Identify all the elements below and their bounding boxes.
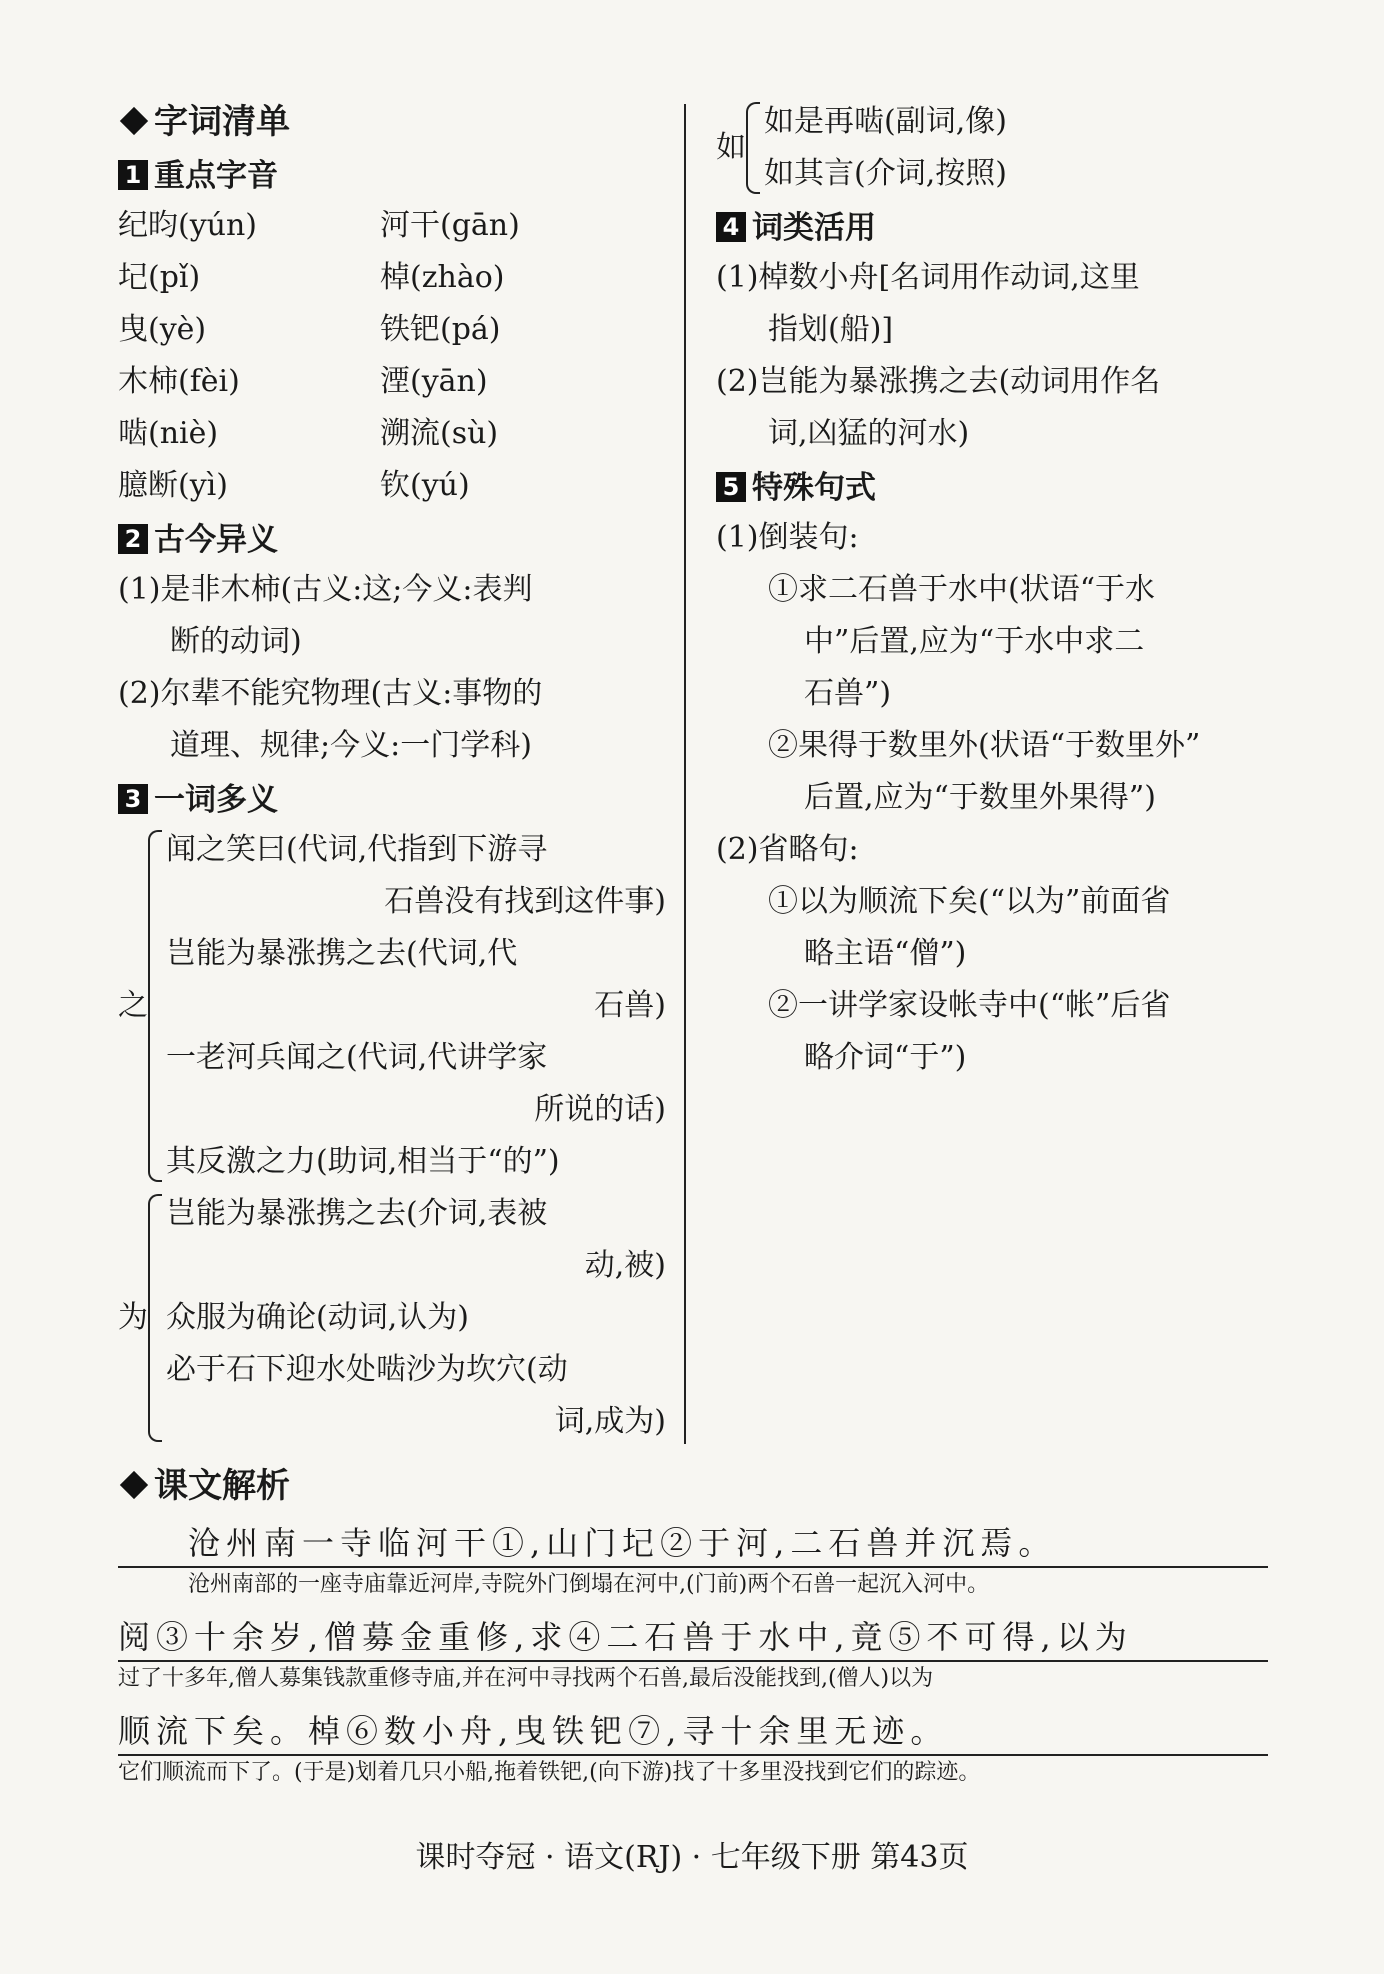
number-2-icon: 2 <box>118 524 148 554</box>
conversion-line: 指划(船)] <box>768 312 894 347</box>
number-3-icon: 3 <box>118 784 148 814</box>
text-analysis <box>118 1460 1268 1804</box>
number-4-icon: 4 <box>716 212 746 242</box>
sentence-line: ②果得于数里外(状语“于数里外” <box>768 728 1201 763</box>
ancient-line: (1)是非木柿(古义:这;今义:表判 <box>118 572 533 607</box>
polysemy-line: 众服为确论(动词,认为) <box>166 1300 469 1335</box>
brace-icon <box>746 102 760 194</box>
polysemy-key-ru: 如 <box>716 130 746 165</box>
polysemy-key-zhi: 之 <box>118 988 148 1023</box>
sentence-line: ②一讲学家设帐寺中(“帐”后省 <box>768 988 1171 1023</box>
translation-line: 过了十多年,僧人募集钱款重修寺庙,并在河中寻找两个石兽,最后没能找到,(僧人)以为 <box>118 1666 934 1691</box>
sentence-line: 中”后置,应为“于水中求二 <box>804 624 1145 659</box>
pron-item: 圮(pǐ) <box>118 260 201 295</box>
polysemy-line: 闻之笑曰(代词,代指到下游寻 <box>166 832 548 867</box>
sentence-line: ①求二石兽于水中(状语“于水 <box>768 572 1156 607</box>
pron-item: 溯流(sù) <box>380 416 499 451</box>
subsection-polysemy: 3 一词多义 <box>118 776 678 824</box>
pron-item: 河干(gān) <box>380 208 520 243</box>
conversion-line: 词,凶猛的河水) <box>768 416 970 451</box>
pron-item: 曳(yè) <box>118 312 207 347</box>
polysemy-line: 如是再啮(副词,像) <box>764 104 1007 139</box>
subsection-conversion: 4 词类活用 <box>716 204 1276 252</box>
page-footer: 课时夺冠 · 语文(RJ) · 七年级下册 第43页 <box>415 1840 969 1875</box>
sentence-line: ①以为顺流下矣(“以为”前面省 <box>768 884 1171 919</box>
subsection-pronunciation: 1 重点字音 <box>118 152 678 200</box>
number-5-icon: 5 <box>716 472 746 502</box>
ancient-line: 道理、规律;今义:一门学科) <box>170 728 532 763</box>
pron-item: 木柿(fèi) <box>118 364 240 399</box>
diamond-bullet-icon <box>120 1470 148 1498</box>
ancient-line: (2)尔辈不能究物理(古义:事物的 <box>118 676 543 711</box>
brace-icon <box>148 830 162 1182</box>
ancient-line: 断的动词) <box>170 624 302 659</box>
original-text-line: 阅③十余岁,僧募金重修,求④二石兽于水中,竟⑤不可得,以为 <box>118 1616 1268 1662</box>
diamond-bullet-icon <box>120 106 148 134</box>
polysemy-key-wei: 为 <box>118 1300 148 1335</box>
polysemy-line: 岂能为暴涨携之去(介词,表被 <box>166 1196 548 1231</box>
right-column <box>716 96 1276 1084</box>
original-text-line: 顺流下矣。棹⑥数小舟,曳铁钯⑦,寻十余里无迹。 <box>118 1710 1268 1756</box>
sentence-line: 石兽”) <box>804 676 892 711</box>
number-1-icon: 1 <box>118 160 148 190</box>
polysemy-line: 动,被) <box>584 1248 666 1283</box>
sentence-line: (2)省略句: <box>716 832 859 867</box>
polysemy-line: 如其言(介词,按照) <box>764 156 1007 191</box>
pron-item: 铁钯(pá) <box>380 312 501 347</box>
column-divider <box>684 104 686 1444</box>
polysemy-ru-group <box>716 96 1276 200</box>
pron-item: 湮(yān) <box>380 364 488 399</box>
polysemy-line: 石兽) <box>594 988 666 1023</box>
section-title-analysis: 课文解析 <box>118 1460 1268 1512</box>
pron-item: 钦(yú) <box>380 468 470 503</box>
polysemy-zhi-group <box>118 824 678 1188</box>
polysemy-line: 所说的话) <box>534 1092 666 1127</box>
polysemy-line: 岂能为暴涨携之去(代词,代 <box>166 936 518 971</box>
pron-item: 纪昀(yún) <box>118 208 257 243</box>
pron-item: 棹(zhào) <box>380 260 505 295</box>
pronunciation-grid <box>118 200 678 512</box>
subsection-sentence-patterns: 5 特殊句式 <box>716 464 1276 512</box>
sentence-line: 后置,应为“于数里外果得”) <box>804 780 1156 815</box>
polysemy-wei-group <box>118 1188 678 1448</box>
brace-icon <box>148 1194 162 1442</box>
translation-line: 沧州南部的一座寺庙靠近河岸,寺院外门倒塌在河中,(门前)两个石兽一起沉入河中。 <box>188 1572 990 1597</box>
original-text-line: 沧州南一寺临河干①,山门圮②于河,二石兽并沉焉。 <box>118 1522 1268 1568</box>
sentence-line: 略介词“于”) <box>804 1040 967 1075</box>
polysemy-line: 一老河兵闻之(代词,代讲学家 <box>166 1040 548 1075</box>
polysemy-line: 必于石下迎水处啮沙为坎穴(动 <box>166 1352 568 1387</box>
polysemy-line: 其反激之力(助词,相当于“的”) <box>166 1144 560 1179</box>
subsection-ancient-meaning: 2 古今异义 <box>118 516 678 564</box>
pron-item: 啮(niè) <box>118 416 219 451</box>
conversion-line: (1)棹数小舟[名词用作动词,这里 <box>716 260 1140 295</box>
sentence-line: 略主语“僧”) <box>804 936 967 971</box>
section-title-vocab: 字词清单 <box>118 96 678 148</box>
translation-line: 它们顺流而下了。(于是)划着几只小船,拖着铁钯,(向下游)找了十多里没找到它们的踪迹。 <box>118 1760 981 1785</box>
pron-item: 臆断(yì) <box>118 468 228 503</box>
conversion-line: (2)岂能为暴涨携之去(动词用作名 <box>716 364 1161 399</box>
sentence-line: (1)倒装句: <box>716 520 859 555</box>
left-column <box>118 96 678 1448</box>
polysemy-line: 石兽没有找到这件事) <box>384 884 666 919</box>
polysemy-line: 词,成为) <box>554 1404 666 1439</box>
